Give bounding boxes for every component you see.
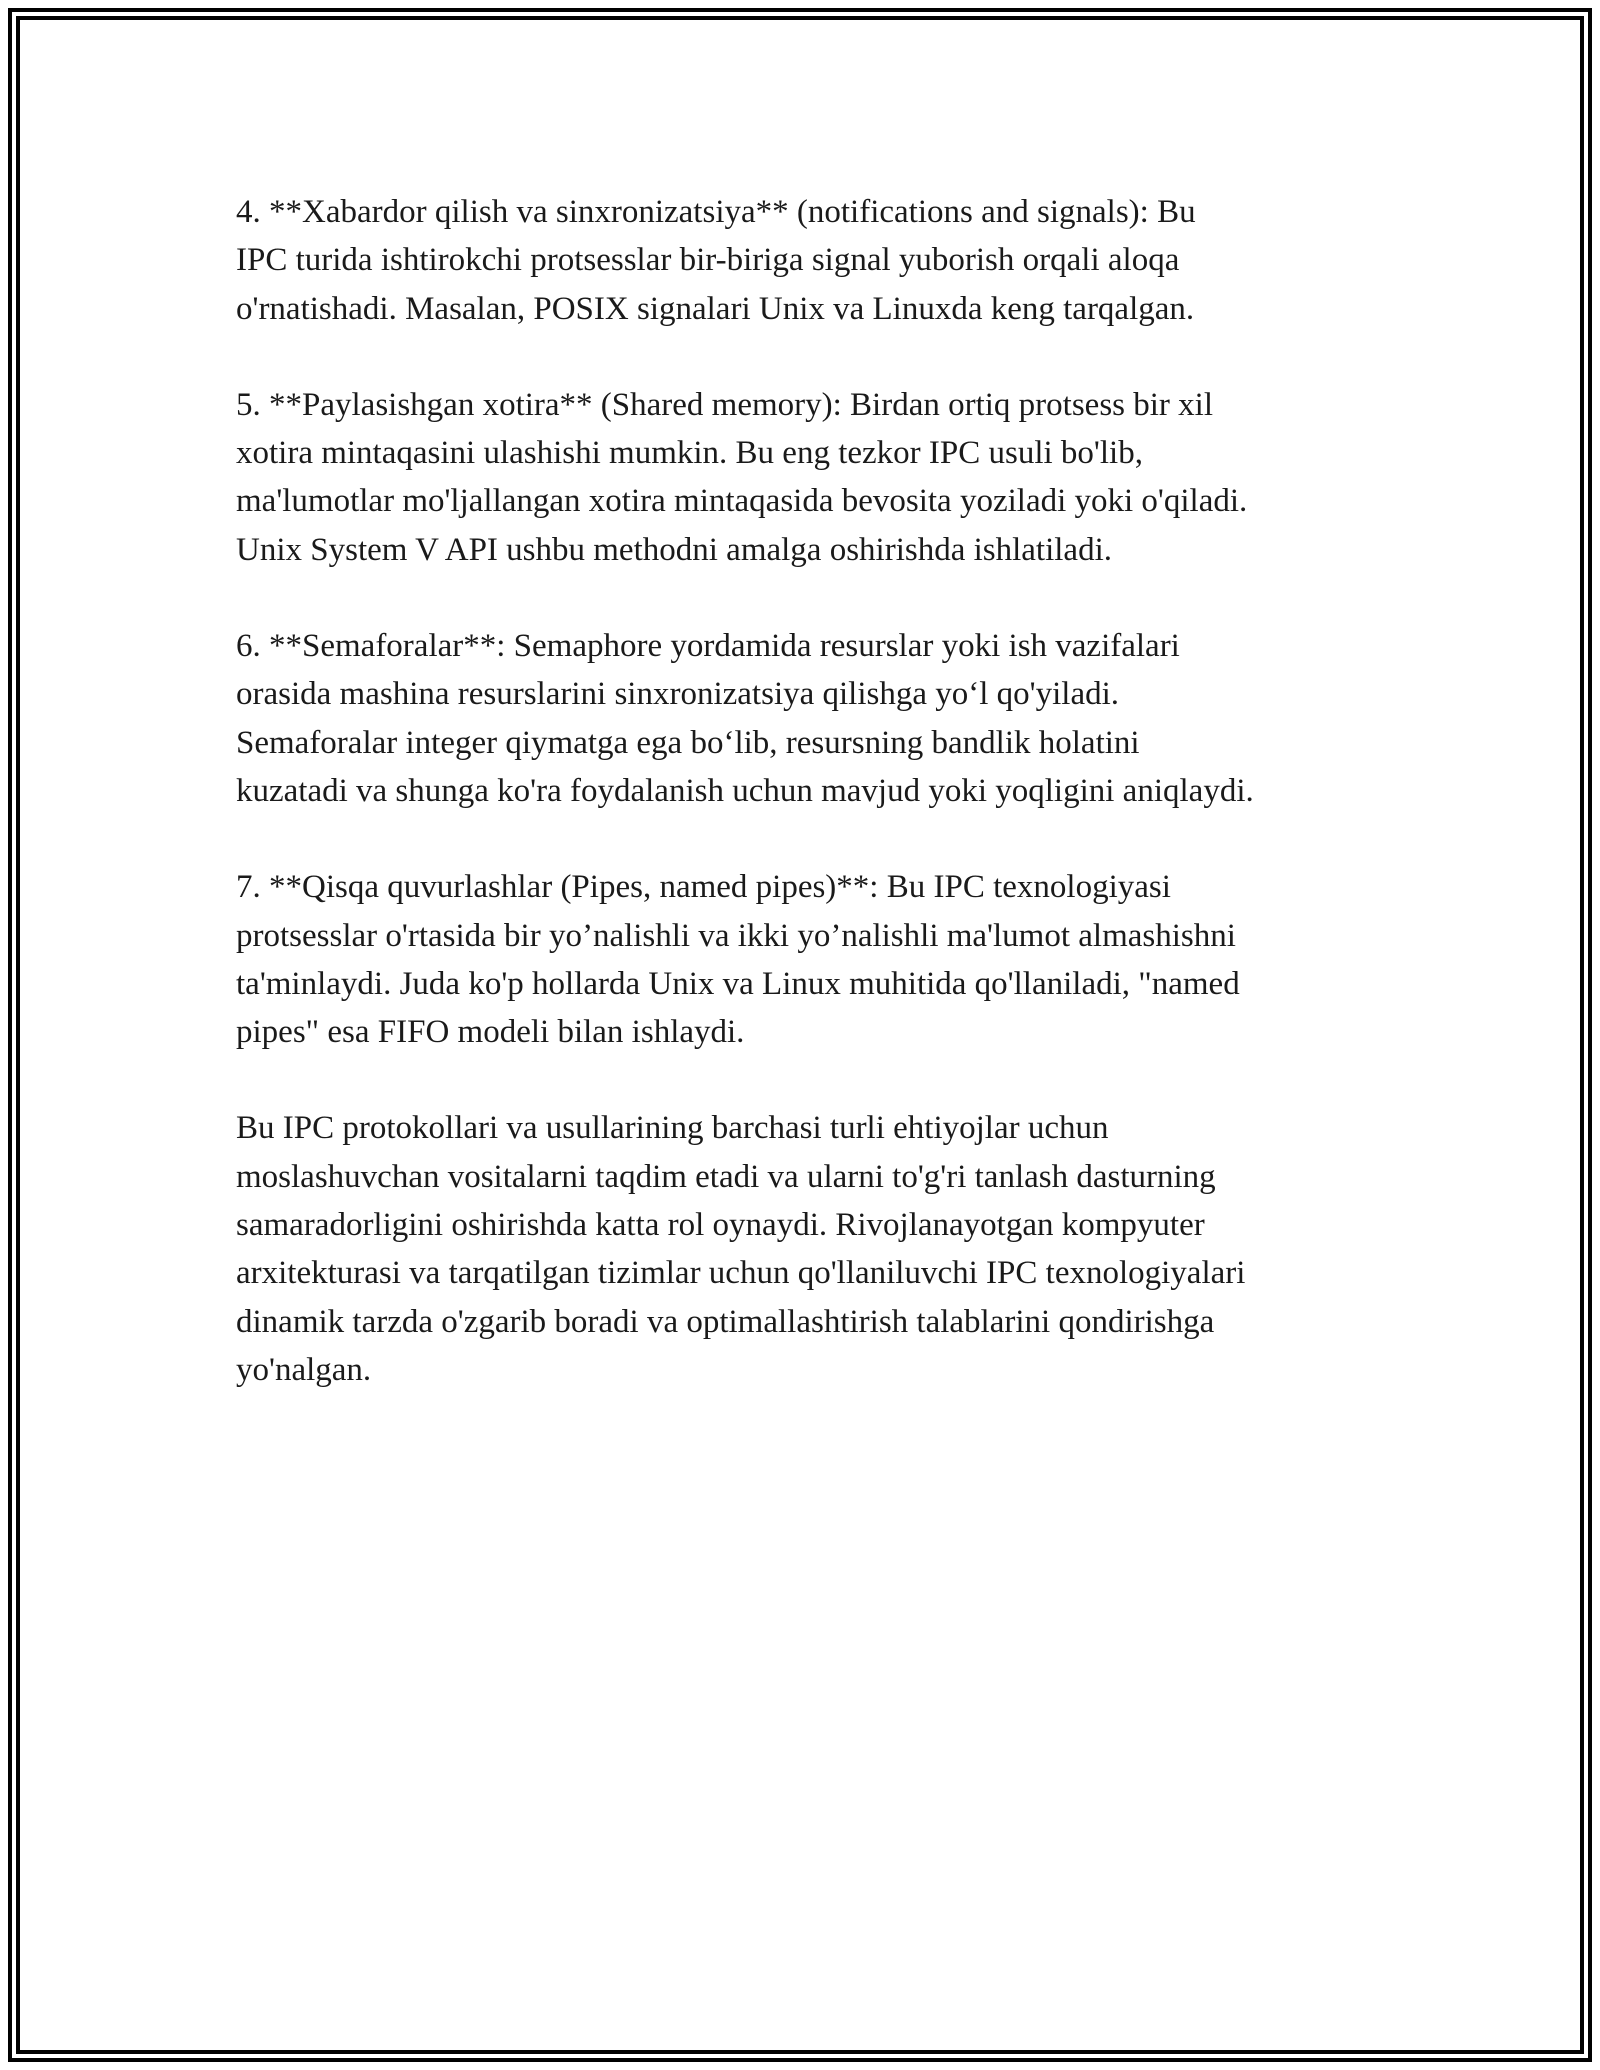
paragraph-ipc-semaphores: 6. **Semaforalar**: Semaphore yordamida resurslar yoki ish vazifalari orasida mashina resurslarini sinxronizatsiya qilishga yo‘l qo'yiladi. Semaforalar integer qiymatga ega bo‘lib, resursning bandlik holatini kuzatadi va shunga ko'ra foydalanish uchun mavjud yoki yoqligini aniqlaydi. — [236, 628, 1254, 809]
paragraph-ipc-pipes: 7. **Qisqa quvurlashlar (Pipes, named pipes)**: Bu IPC texnologiyasi protsesslar o'rtasida bir yo’nalishli va ikki yo’nalishli ma'lumot almashishni ta'minlaydi. Juda ko'p hollarda Unix va Linux muhitida qo'llaniladi, "named pipes" esa FIFO modeli bilan ishlaydi. — [236, 869, 1240, 1051]
paragraph-ipc-notifications: 4. **Xabardor qilish va sinxronizatsiya** (notifications and signals): Bu IPC turida ishtirokchi protsesslar bir-biriga signal yuborish orqali aloqa o'rnatishadi. Masalan, POSIX signalari Unix va Linuxda keng tarqalgan. — [236, 194, 1196, 327]
document-body — [236, 188, 1416, 1442]
paragraph-conclusion: Bu IPC protokollari va usullarining barchasi turli ehtiyojlar uchun moslashuvchan vositalarni taqdim etadi va ularni to'g'ri tanlash dasturning samaradorligini oshirishda katta rol oynaydi. Rivojlanayotgan kompyuter arxitekturasi va tarqatilgan tizimlar uchun qo'llaniluvchi IPC texnologiyalari dinamik tarzda o'zgarib boradi va optimallashtirish talablarini qondirishga yo'nalgan. — [236, 1110, 1246, 1388]
paragraph-ipc-shared-memory: 5. **Paylasishgan xotira** (Shared memory): Birdan ortiq protsess bir xil xotira mintaqasini ulashishi mumkin. Bu eng tezkor IPC usuli bo'lib, ma'lumotlar mo'ljallangan xotira mintaqasida bevosita yoziladi yoki o'qiladi. Unix System V API ushbu methodni amalga oshirishda ishlatiladi. — [236, 386, 1248, 568]
